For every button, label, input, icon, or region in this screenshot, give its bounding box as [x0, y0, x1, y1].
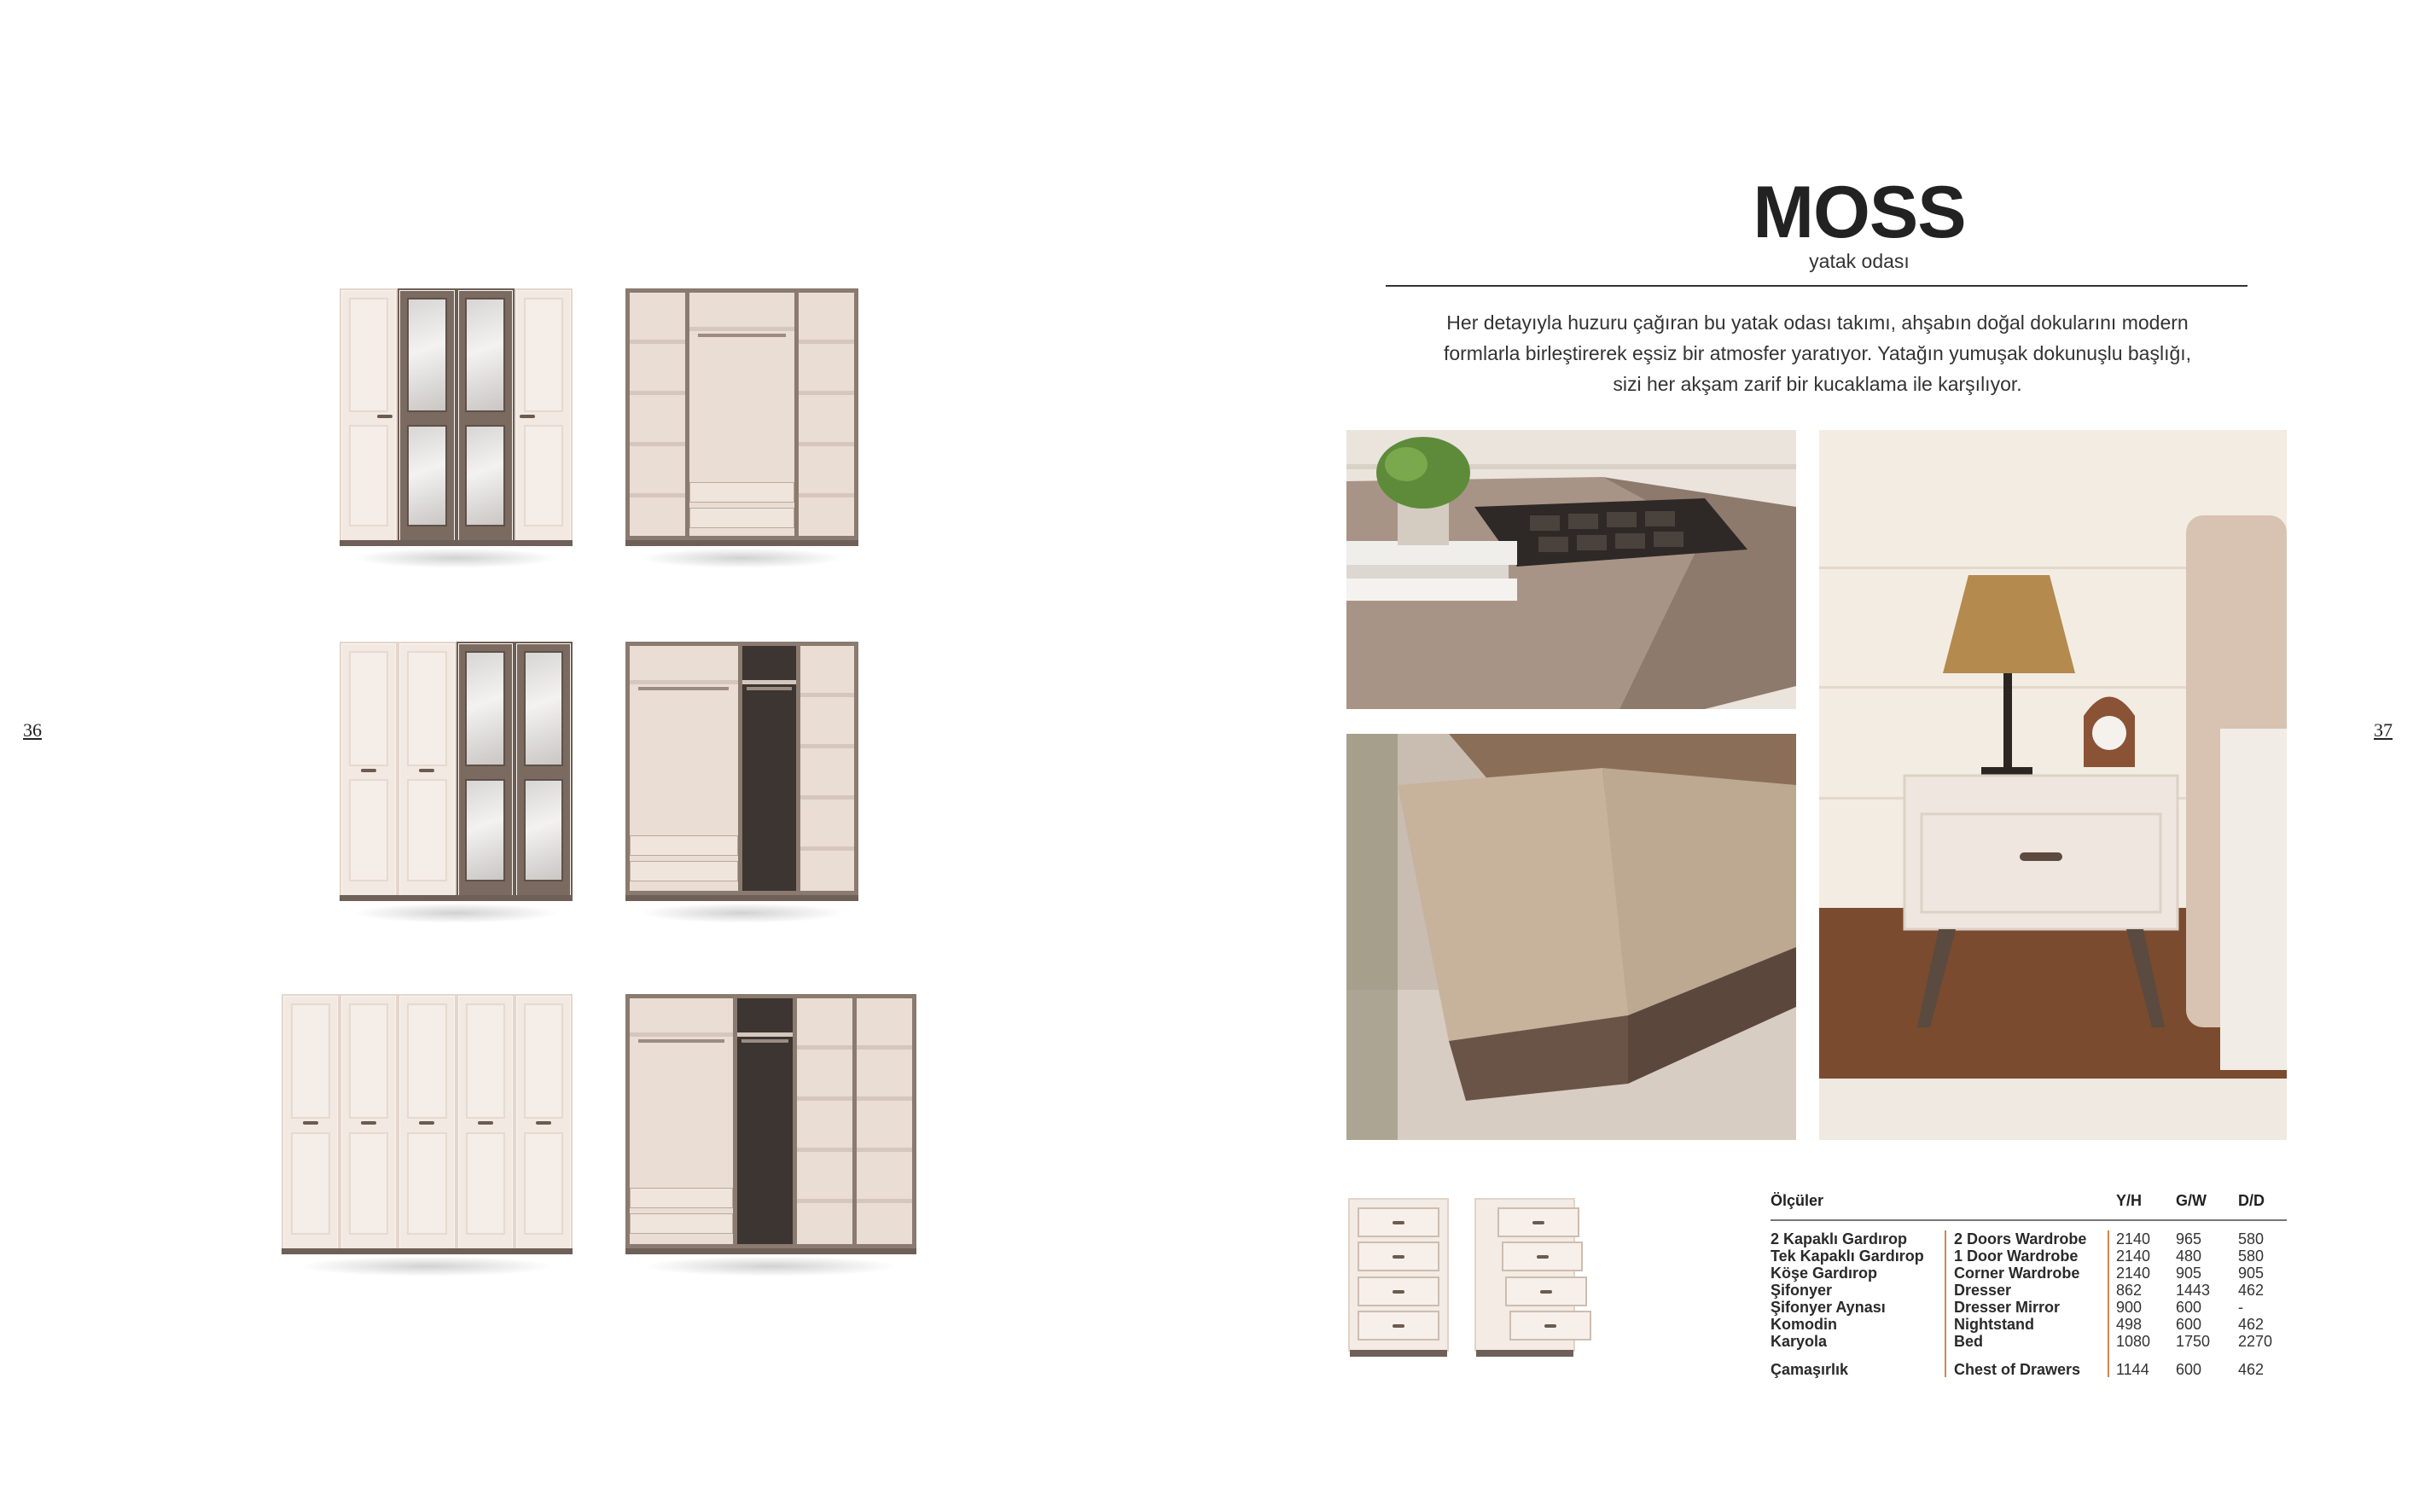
height-header: Y/H — [2116, 1192, 2143, 1209]
product-name-tr: Tek Kapaklı Gardırop — [1771, 1247, 1924, 1265]
product-name-en: 1 Door Wardrobe — [1954, 1247, 2079, 1265]
dimensions-table-body — [1771, 1230, 2287, 1378]
product-name-en: Chest of Drawers — [1954, 1361, 2081, 1378]
wardrobe-4-door-open-variant — [625, 642, 858, 901]
page-number-left: 36 — [23, 719, 42, 741]
height-value: 1080 — [2116, 1333, 2151, 1350]
wardrobe-4-door-open — [625, 288, 858, 546]
wardrobe-5-door-closed — [282, 994, 573, 1254]
width-value: 1443 — [2176, 1282, 2211, 1299]
table-row — [1771, 1316, 2287, 1333]
intro-line: formlarla birleştirerek eşsiz bir atmosfer yaratıyor. Yatağın yumuşak dokunuşlu başlığı, — [1443, 342, 2192, 364]
wardrobe-5-door-open — [625, 994, 916, 1254]
product-name-tr: Şifonyer Aynası — [1771, 1299, 1886, 1316]
photo-nightstand-lamp — [1819, 430, 2287, 1140]
width-value: 600 — [2176, 1316, 2202, 1333]
product-name-tr: Köşe Gardırop — [1771, 1265, 1878, 1282]
height-value: 1144 — [2116, 1361, 2149, 1378]
height-value: 2140 — [2116, 1247, 2151, 1265]
width-value: 600 — [2176, 1361, 2202, 1378]
chest-of-drawers-closed — [1348, 1198, 1449, 1352]
dimensions-table-header — [1771, 1192, 2287, 1219]
page-number-right: 37 — [2374, 719, 2393, 741]
height-value: 2140 — [2116, 1265, 2151, 1282]
height-value: 900 — [2116, 1299, 2143, 1316]
depth-value: 2270 — [2238, 1333, 2273, 1350]
product-name-tr: Karyola — [1771, 1333, 1828, 1350]
product-name-en: Bed — [1954, 1333, 1984, 1350]
depth-value: 905 — [2238, 1265, 2265, 1282]
depth-value: 580 — [2238, 1247, 2265, 1265]
intro-paragraph — [1408, 307, 2227, 399]
collection-subtitle: yatak odası — [1809, 250, 1910, 272]
intro-line: sizi her akşam zarif bir kucaklama ile karşılıyor. — [1613, 373, 2022, 395]
product-name-en: Corner Wardrobe — [1954, 1265, 2080, 1282]
table-row — [1771, 1299, 2287, 1316]
chest-of-drawers-open — [1474, 1198, 1575, 1352]
product-name-en: Dresser Mirror — [1954, 1299, 2061, 1316]
table-row — [1771, 1361, 2287, 1378]
product-name-en: Nightstand — [1954, 1316, 2034, 1333]
product-name-tr: Şifonyer — [1771, 1282, 1833, 1299]
product-name-tr: Çamaşırlık — [1771, 1361, 1849, 1378]
width-value: 965 — [2176, 1230, 2202, 1247]
depth-value: 462 — [2238, 1316, 2265, 1333]
product-name-en: Dresser — [1954, 1282, 2012, 1299]
title-divider — [1386, 285, 2247, 287]
depth-value: 462 — [2238, 1361, 2265, 1378]
width-value: 600 — [2176, 1299, 2202, 1316]
depth-value: 580 — [2238, 1230, 2265, 1247]
product-name-en: 2 Doors Wardrobe — [1954, 1230, 2087, 1247]
table-row — [1771, 1230, 2287, 1247]
wardrobe-4-door-closed — [340, 642, 573, 901]
intro-line: Her detayıyla huzuru çağıran bu yatak odası takımı, ahşabın doğal dokularını modern — [1446, 311, 2189, 334]
height-value: 2140 — [2116, 1230, 2151, 1247]
height-value: 498 — [2116, 1316, 2143, 1333]
table-row — [1771, 1265, 2287, 1282]
wardrobe-4-door-mirror-closed — [340, 288, 573, 546]
depth-value: - — [2238, 1299, 2243, 1316]
product-name-tr: Komodin — [1771, 1316, 1837, 1333]
table-row — [1771, 1282, 2287, 1299]
table-row — [1771, 1247, 2287, 1265]
depth-value: 462 — [2238, 1282, 2265, 1299]
collection-title: MOSS — [1753, 172, 1966, 253]
width-value: 1750 — [2176, 1333, 2211, 1350]
dimensions-label: Ölçüler — [1771, 1192, 1824, 1209]
depth-header: D/D — [2238, 1192, 2265, 1209]
height-value: 862 — [2116, 1282, 2143, 1299]
width-header: G/W — [2176, 1192, 2207, 1209]
width-value: 905 — [2176, 1265, 2202, 1282]
width-value: 480 — [2176, 1247, 2202, 1265]
table-divider — [1771, 1219, 2287, 1221]
photo-dresser-drawer — [1346, 430, 1796, 709]
photo-bed-corner — [1346, 734, 1796, 1140]
table-row — [1771, 1333, 2287, 1350]
product-name-tr: 2 Kapaklı Gardırop — [1771, 1230, 1908, 1247]
